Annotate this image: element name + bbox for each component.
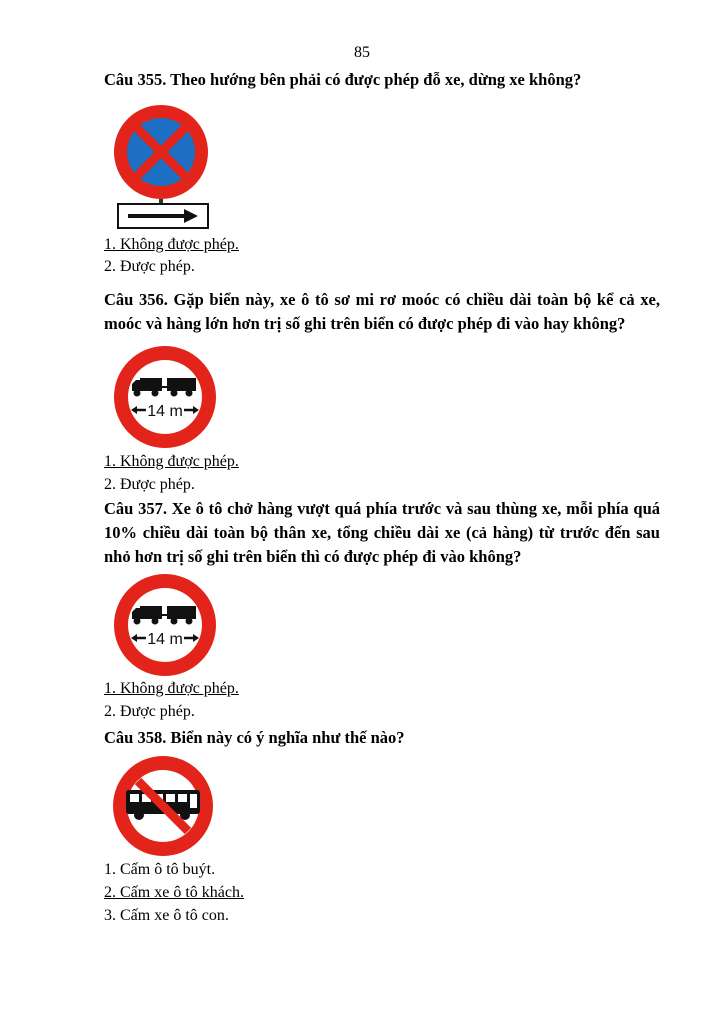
question-357-title: Câu 357. Xe ô tô chở hàng vượt quá phía trước và sau thùng xe, mỗi phía quá 10% chiều dài toàn bộ thân xe, tổng chiều dài xe (cả hàng) từ trước đến sau nhỏ hơn trị số ghi trên biển thì có được phép đi vào không? xyxy=(104,499,660,566)
no-stopping-parking-sign xyxy=(104,102,216,232)
question-358-answer-3: 3. Cấm xe ô tô con. xyxy=(104,907,229,924)
question-355-answer-2: 2. Được phép. xyxy=(104,258,195,275)
question-355-title: Câu 355. Theo hướng bên phải có được phép đỗ xe, dừng xe không? xyxy=(104,70,582,89)
length-limit-sign xyxy=(110,344,220,450)
length-limit-sign xyxy=(110,572,220,678)
question-356-answer-2: 2. Được phép. xyxy=(104,476,195,493)
length-limit-value: 14 m xyxy=(147,403,183,420)
question-356-title: Câu 356. Gặp biển này, xe ô tô sơ mi rơ moóc có chiều dài toàn bộ kể cả xe, moóc và hàng lớn hơn trị số ghi trên biển có được phép đi vào hay không? xyxy=(104,290,660,333)
question-358-answer-2: 2. Cấm xe ô tô khách. xyxy=(104,884,244,901)
question-358-answer-1: 1. Cấm ô tô buýt. xyxy=(104,861,216,878)
page-number: 85 xyxy=(354,44,370,61)
question-355-answer-1: 1. Không được phép. xyxy=(104,236,239,253)
question-356-answer-1: 1. Không được phép. xyxy=(104,453,239,470)
question-357-answer-2: 2. Được phép. xyxy=(104,703,195,720)
no-bus-sign xyxy=(108,754,218,858)
length-limit-value: 14 m xyxy=(147,631,183,648)
question-357-answer-1: 1. Không được phép. xyxy=(104,680,239,697)
question-358-title: Câu 358. Biển này có ý nghĩa như thế nào? xyxy=(104,728,405,747)
